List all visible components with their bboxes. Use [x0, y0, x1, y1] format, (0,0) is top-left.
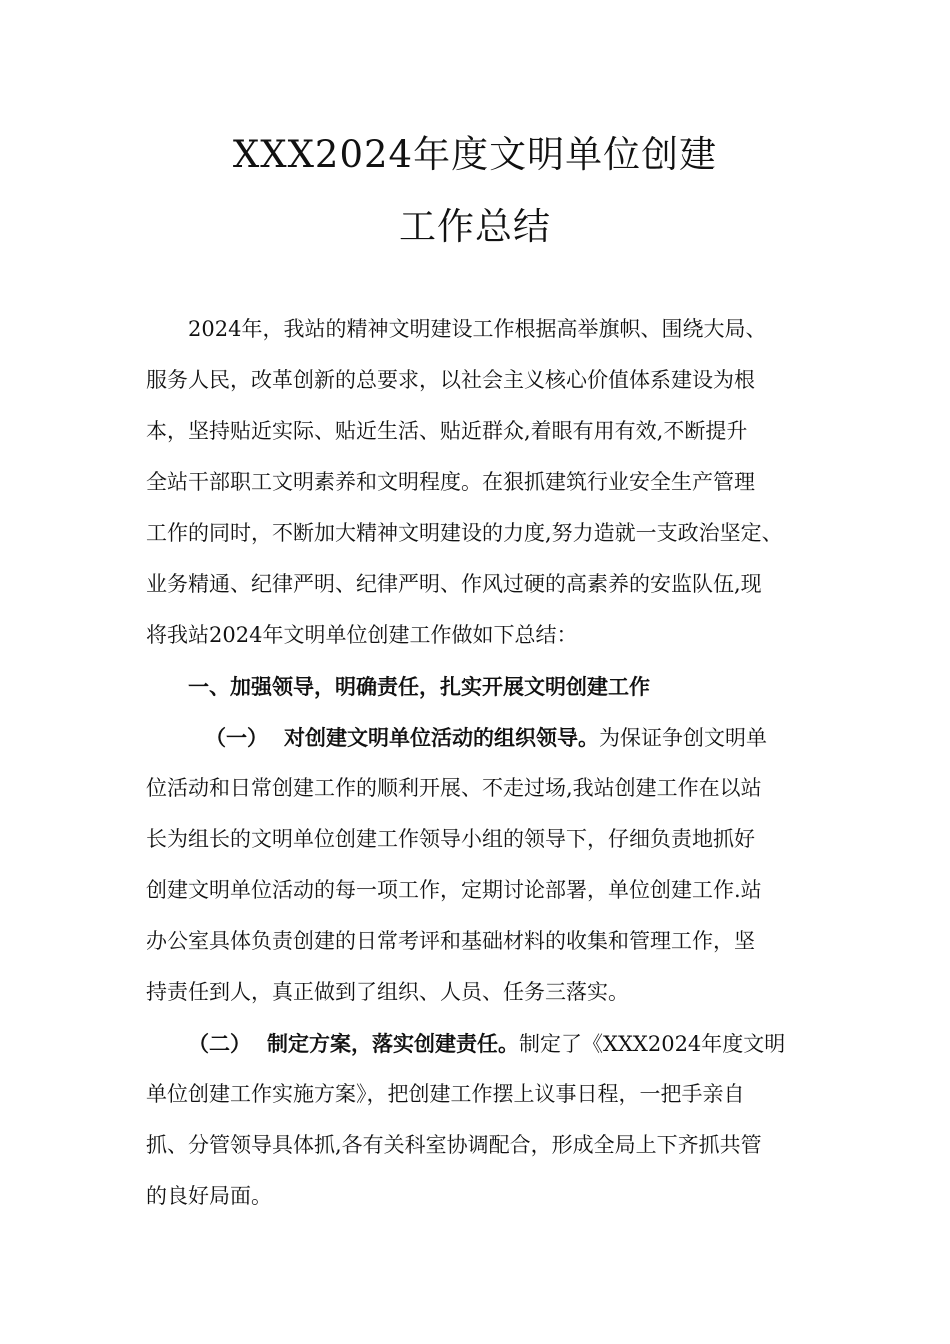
subsection-1-line: 持责任到人，真正做到了组织、人员、任务三落实。 — [146, 980, 629, 1004]
subsection-1-first-line — [205, 727, 767, 749]
subsection-2-line: 抓、分管领导具体抓,各有关科室协调配合，形成全局上下齐抓共管 — [146, 1133, 762, 1157]
subsection-1-line: 长为组长的文明单位创建工作领导小组的领导下，仔细负责地抓好 — [146, 827, 755, 851]
section-heading: 一、加强领导，明确责任，扎实开展文明创建工作 — [188, 674, 650, 699]
subsection-2-text: 制定了《XXX2024年度文明 — [519, 1032, 786, 1056]
subsection-2-line: 单位创建工作实施方案》，把创建工作摆上议事日程，一把手亲自 — [146, 1082, 745, 1106]
subsection-1-label: （一） — [205, 725, 268, 750]
subsection-1-line: 创建文明单位活动的每一项工作，定期讨论部署，单位创建工作.站 — [146, 878, 762, 902]
subsection-1-heading: 对创建文明单位活动的组织领导。 — [284, 725, 599, 750]
document-title-line-1: XXX2024年度文明单位创建 — [232, 133, 718, 176]
subsection-1-line: 办公室具体负责创建的日常考评和基础材料的收集和管理工作，坚 — [146, 929, 755, 953]
intro-line: 本，坚持贴近实际、贴近生活、贴近群众,着眼有用有效,不断提升 — [146, 419, 748, 443]
subsection-1-text: 为保证争创文明单 — [599, 726, 767, 750]
subsection-2-heading: 制定方案，落实创建责任。 — [267, 1031, 519, 1056]
intro-line: 全站干部职工文明素养和文明程度。在狠抓建筑行业安全生产管理 — [146, 470, 755, 494]
intro-line: 服务人民，改革创新的总要求，以社会主义核心价值体系建设为根 — [146, 368, 755, 392]
subsection-1-line: 位活动和日常创建工作的顺利开展、不走过场,我站创建工作在以站 — [146, 776, 762, 800]
document-title-line-2: 工作总结 — [399, 205, 551, 248]
subsection-2-label: （二） — [188, 1031, 251, 1056]
subsection-2-line: 的良好局面。 — [146, 1184, 272, 1208]
intro-line: 2024年，我站的精神文明建设工作根据高举旗帜、围绕大局、 — [188, 317, 767, 341]
intro-line: 将我站2024年文明单位创建工作做如下总结： — [146, 623, 578, 647]
intro-line: 业务精通、纪律严明、纪律严明、作风过硬的高素养的安监队伍,现 — [146, 572, 762, 596]
intro-line: 工作的同时，不断加大精神文明建设的力度,努力造就一支政治坚定、 — [146, 521, 783, 545]
subsection-2-first-line — [188, 1033, 785, 1055]
